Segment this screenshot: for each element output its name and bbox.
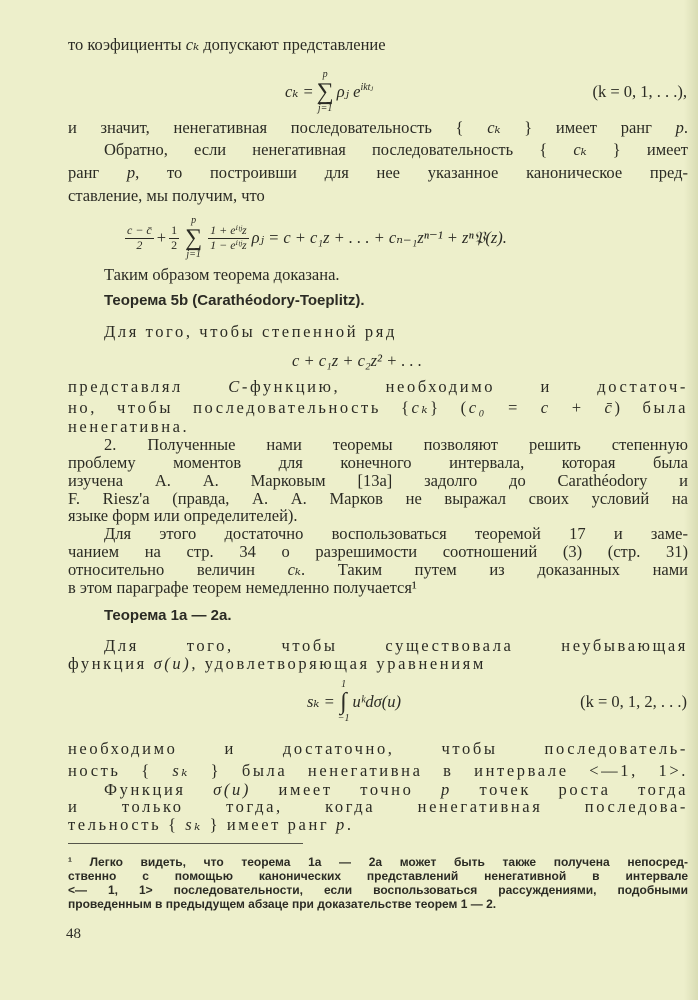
text-line xyxy=(68,418,189,436)
text-segment: Для этого достаточно воспользоваться теоремой 17 и заме- xyxy=(104,524,688,543)
text-line xyxy=(68,798,688,816)
text-line xyxy=(104,637,688,655)
text-segment: допускают представление xyxy=(199,35,386,54)
theorem-heading xyxy=(104,292,365,310)
footnote-line: ственно с помощью канонических представлений ненегативной в интервале xyxy=(68,869,688,883)
math-symbol: p xyxy=(675,118,684,137)
text-segment: F. Riesz'a (правда, А. А. Марков не выражал своих условий на xyxy=(68,489,688,508)
sum-lower: j=1 xyxy=(317,103,333,114)
text-segment: имеет точно xyxy=(250,780,442,799)
text-segment: . Таким путем из доказанных нами xyxy=(300,560,688,579)
text-segment: относительно величин xyxy=(68,560,288,579)
text-line xyxy=(68,655,486,673)
text-segment: языке форм или определителей). xyxy=(68,506,298,525)
integral-symbol: 1 ∫ −1 xyxy=(337,679,350,724)
text-line xyxy=(68,119,688,137)
math-symbol: c₀ = c + c̄ xyxy=(468,398,615,417)
text-segment: представлял xyxy=(68,377,229,396)
numerator: 1 + eⁱᵗʲz xyxy=(210,222,247,237)
text-line xyxy=(68,740,688,758)
footnote-divider xyxy=(68,843,303,844)
eq1-exponent: iktⱼ xyxy=(360,82,374,93)
sum-upper: p xyxy=(322,69,328,80)
text-segment: } имеет ранг xyxy=(202,815,336,834)
eq1-lhs: cₖ = xyxy=(285,82,314,101)
text-segment: ранг xyxy=(68,163,127,182)
text-segment: и значит, ненегативная последовательность { xyxy=(68,118,488,137)
text-segment: чанием на стр. 34 о разрешимости соотношений (3) (стр. 31) xyxy=(68,542,688,561)
fraction xyxy=(208,224,249,253)
math-symbol: cₖ xyxy=(487,118,501,137)
eq1-term: ρⱼ e xyxy=(336,82,361,101)
sum-upper: p xyxy=(191,215,197,226)
text-line xyxy=(104,266,340,284)
eq2-rhs: ρⱼ = c + c₁z + . . . + cₙ₋₁zⁿ⁻¹ + zⁿ𝔓(z). xyxy=(251,228,507,247)
text-segment: проблему моментов для конечного интервала, которая была xyxy=(68,453,688,472)
text-line xyxy=(68,399,688,417)
denominator: 2 xyxy=(136,237,143,252)
text-segment: } ( xyxy=(430,398,469,417)
integral-lower: −1 xyxy=(337,713,350,724)
sum-symbol: p ∑ j=1 xyxy=(185,215,203,260)
text-segment: . xyxy=(346,815,354,834)
text-line xyxy=(68,187,265,205)
fraction xyxy=(125,224,154,253)
text-line xyxy=(68,507,298,525)
text-segment: тельность { xyxy=(68,815,186,834)
text-segment: точек роста тогда xyxy=(451,780,688,799)
text-segment: , то построивши для нее указанное каноническое пред- xyxy=(135,163,689,182)
math-symbol: sₖ xyxy=(185,815,203,834)
footnote-line: проведенным в предыдущем абзаце при доказательстве теорем 1 — 2. xyxy=(68,897,497,911)
math-symbol: p xyxy=(126,163,136,182)
text-segment: и только тогда, когда ненегативная последова- xyxy=(68,797,688,816)
text-line xyxy=(104,436,688,454)
math-symbol: p xyxy=(441,780,452,799)
text-line xyxy=(68,816,354,834)
page-number: 48 xyxy=(66,926,81,942)
footnote-line: ¹ Легко видеть, что теорема 1a — 2a может быть также получена непосред- xyxy=(68,855,688,869)
text-segment: } имеет ранг xyxy=(500,118,676,137)
math-symbol: p xyxy=(335,815,347,834)
text-segment: ) была xyxy=(614,398,688,417)
text-line xyxy=(68,378,688,396)
text-line xyxy=(68,472,688,490)
math-symbol: cₖ xyxy=(411,398,431,417)
denominator: 2 xyxy=(171,237,178,252)
text-line xyxy=(68,561,688,579)
text-line xyxy=(68,454,688,472)
sum-symbol: p ∑ j=1 xyxy=(316,69,334,114)
text-line xyxy=(104,323,397,341)
text-line xyxy=(68,164,688,182)
eq4-condition: (k = 0, 1, 2, . . .) xyxy=(580,692,687,711)
text-segment: функция xyxy=(68,654,154,673)
equation-ck-representation xyxy=(285,70,687,114)
text-segment: ность { xyxy=(68,761,173,780)
text-segment: } имеет xyxy=(586,140,688,159)
equation-power-series: c + c₁z + c₂z² + . . . xyxy=(292,351,423,370)
text-segment: необходимо и достаточно, чтобы последователь- xyxy=(68,739,688,758)
text-line xyxy=(68,543,688,561)
text-segment: 2. Полученные нами теоремы позволяют решить степенную xyxy=(104,435,688,454)
equation-canonical xyxy=(122,216,507,260)
eq4-lhs: sₖ = xyxy=(307,692,335,711)
text-segment: но, чтобы последовательность { xyxy=(68,398,412,417)
math-symbol: cₖ xyxy=(287,560,301,579)
text-line xyxy=(104,141,688,159)
text-segment: ставление, мы получим, что xyxy=(68,186,265,205)
math-symbol: cₖ xyxy=(573,140,587,159)
math-symbol: σ(u) xyxy=(213,780,251,799)
equation-moments xyxy=(307,680,687,724)
text-segment: Для того, чтобы степенной ряд xyxy=(104,322,397,341)
text-segment: Для того, чтобы существовала неубывающая xyxy=(104,636,688,655)
text-segment: Теорема 1a — 2a. xyxy=(104,607,232,624)
text-segment: . xyxy=(683,118,688,137)
fraction xyxy=(169,224,179,253)
text-segment: ненегативна. xyxy=(68,417,190,436)
math-symbol: cₖ xyxy=(185,35,200,54)
text-line xyxy=(68,762,688,780)
theorem-heading xyxy=(104,607,232,625)
numerator: c − c̄ xyxy=(127,222,152,237)
integral-upper: 1 xyxy=(341,679,347,690)
text-segment: -функцию, необходимо и достаточ- xyxy=(241,377,688,396)
plus-sign: + xyxy=(156,228,167,247)
text-segment: , удовлетворяющая уравнениям xyxy=(191,654,486,673)
eq1-condition: (k = 0, 1, . . .), xyxy=(592,82,687,101)
text-segment: } была ненегативна в интервале <—1, 1>. xyxy=(190,761,688,780)
text-line xyxy=(104,525,688,543)
denominator: 1 − eⁱᵗʲz xyxy=(210,237,247,252)
text-segment: Таким образом теорема доказана. xyxy=(104,265,340,284)
text-segment: изучена А. А. Марковым [13a] задолго до Carathéodory и xyxy=(68,471,688,490)
sum-lower: j=1 xyxy=(186,249,201,260)
footnote-line: <— 1, 1> последовательности, если воспользоваться рассуждениями, подобными xyxy=(68,883,688,897)
text-segment: Функция xyxy=(104,780,214,799)
text-segment: Теорема 5b (Carathéodory-Toeplitz). xyxy=(104,292,365,309)
text-line xyxy=(68,36,386,54)
numerator: 1 xyxy=(171,222,178,237)
text-segment: то коэфициенты xyxy=(68,35,186,54)
math-symbol: sₖ xyxy=(172,761,191,780)
text-line xyxy=(68,579,417,597)
text-segment: Обратно, если ненегативная последовательность { xyxy=(104,140,574,159)
text-segment: в этом параграфе теорем немедленно получается¹ xyxy=(68,578,417,597)
eq4-integrand: uᵏdσ(u) xyxy=(352,692,401,711)
math-symbol: C xyxy=(228,377,242,396)
math-symbol: σ(u) xyxy=(153,654,192,673)
